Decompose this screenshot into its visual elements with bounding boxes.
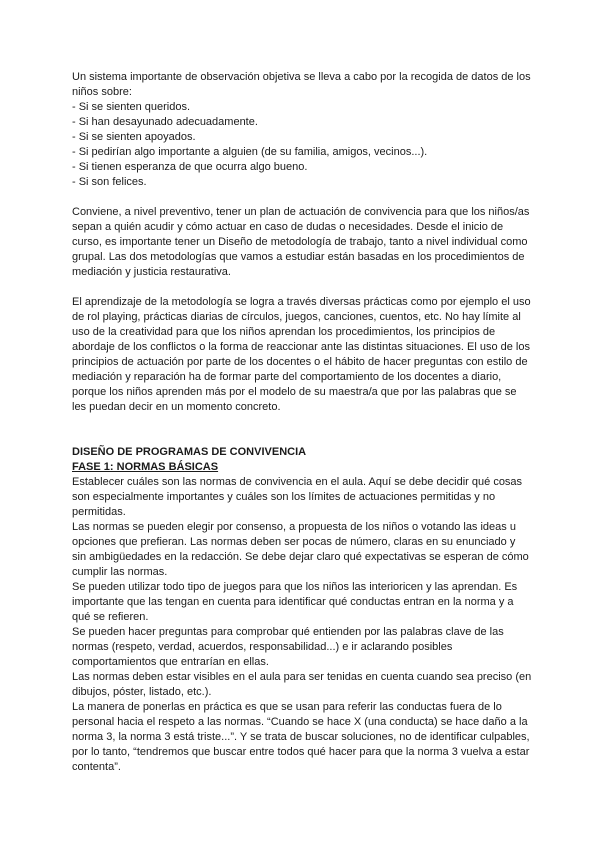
intro-text: Un sistema importante de observación objetiva se lleva a cabo por la recogida de datos de los niños sobre: — [72, 71, 531, 98]
phase-paragraph: Se pueden hacer preguntas para comprobar qué entienden por las palabras clave de las normas (respeto, verdad, acuerdos, responsabilidad...) e ir aclarando posibles comportamientos que entrarían en ellas. — [72, 626, 504, 668]
paragraph-methodology — [72, 295, 532, 415]
list-item: - Si pedirían algo importante a alguien (de su familia, amigos, vecinos...). — [72, 146, 428, 158]
list-item: - Si han desayunado adecuadamente. — [72, 116, 258, 128]
phase-title: FASE 1: NORMAS BÁSICAS — [72, 461, 219, 473]
list-item: - Si se sienten apoyados. — [72, 131, 196, 143]
phase-paragraph: Se pueden utilizar todo tipo de juegos para que los niños las interioricen y las aprendan. Es importante que las tengan en cuenta para identificar qué conductas entran en la norma y a qué se refieren. — [72, 581, 518, 623]
list-item: - Si tienen esperanza de que ocurra algo bueno. — [72, 161, 308, 173]
phase-paragraph: Las normas deben estar visibles en el aula para ser tenidas en cuenta cuando sea preciso (en dibujos, póster, listado, etc.). — [72, 671, 532, 698]
section-title: DISEÑO DE PROGRAMAS DE CONVIVENCIA — [72, 446, 307, 458]
intro-block — [72, 70, 532, 190]
intro-list — [72, 100, 532, 190]
list-item: - Si se sienten queridos. — [72, 101, 191, 113]
programs-section — [72, 445, 532, 775]
paragraph-text: El aprendizaje de la metodología se logra a través diversas prácticas como por ejemplo el uso de rol playing, prácticas diarias de círculos, juegos, canciones, cuentos, etc. No hay límite al uso de la creatividad para que los niños aprendan los procedimientos, los principios de abordaje de los conflictos o la forma de reaccionar ante las distintas situaciones. El uso de los principios de actuación por parte de los docentes o el hábito de hacer preguntas con estilo de mediación y reparación ha de formar parte del comportamiento de los docentes a diario, porque los niños aprenden más por el modelo de su maestra/a que por las palabras que se les puedan decir en un momento concreto. — [72, 296, 531, 413]
phase-paragraph: La manera de ponerlas en práctica es que se usan para referir las conductas fuera de lo personal hacia el respeto a las normas. “Cuando se hace X (una conducta) se hace daño a la norma 3, la norma 3 está triste...”. Y se trata de buscar soluciones, no de identificar culpables, por lo tanto, “tendremos que buscar entre todos qué hacer para que la norma 3 vuelva a estar contenta”. — [72, 701, 530, 773]
list-item: - Si son felices. — [72, 176, 147, 188]
phase-body — [72, 475, 532, 775]
paragraph-prevention — [72, 205, 532, 280]
phase-paragraph: Establecer cuáles son las normas de convivencia en el aula. Aquí se debe decidir qué cosas son especialmente importantes y cuáles son los límites de actuaciones permitidas y no permitidas. — [72, 476, 523, 518]
document-body — [72, 70, 532, 775]
phase-paragraph: Las normas se pueden elegir por consenso, a propuesta de los niños o votando las ideas u opciones que prefieran. Las normas deben ser pocas de número, claras en su enunciado y sin ambigüedades en la redacción. Se debe dejar claro qué expectativas se esperan de cómo cumplir las normas. — [72, 521, 529, 578]
paragraph-text: Conviene, a nivel preventivo, tener un plan de actuación de convivencia para que los niños/as sepan a quién acudir y cómo actuar en caso de dudas o necesidades. Desde el inicio de curso, es importante tener un Diseño de metodología de trabajo, tanto a nivel individual como grupal. Las dos metodologías que vamos a estudiar están basadas en los procedimientos de mediación y justicia restaurativa. — [72, 206, 530, 278]
